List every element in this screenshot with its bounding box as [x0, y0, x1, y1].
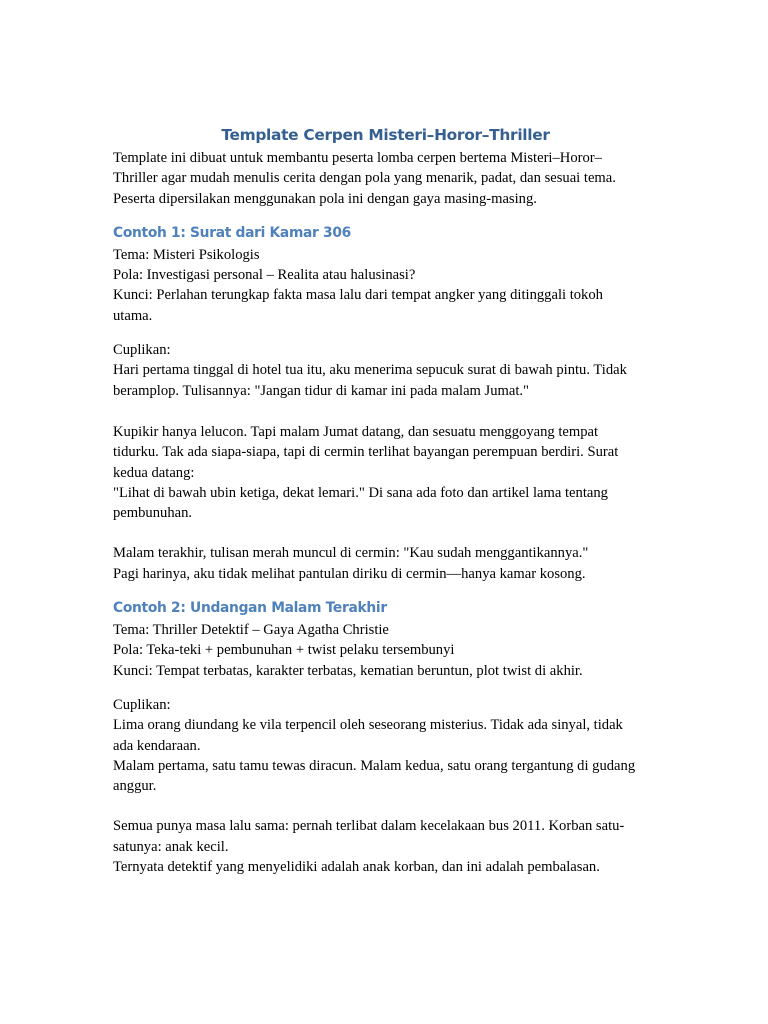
excerpt-line: "Lihat di bawah ubin ketiga, dekat lemari." Di sana ada foto dan artikel lama tentang	[113, 484, 608, 501]
section-2-excerpt-block	[113, 695, 658, 796]
meta-line: Pola: Teka-teki + pembunuhan + twist pelaku tersembunyi	[113, 642, 455, 659]
section-heading-contoh-2: Contoh 2: Undangan Malam Terakhir	[113, 600, 387, 617]
meta-line: Pola: Investigasi personal – Realita atau halusinasi?	[113, 267, 416, 284]
intro-line: Template ini dibuat untuk membantu peserta lomba cerpen bertema Misteri–Horor–	[113, 150, 602, 166]
excerpt-line: Malam terakhir, tulisan merah muncul di cermin: "Kau sudah menggantikannya."	[113, 545, 589, 562]
document-title: Template Cerpen Misteri–Horor–Thriller	[221, 126, 550, 144]
document-page	[113, 125, 658, 877]
section-heading-contoh-1: Contoh 1: Surat dari Kamar 306	[113, 224, 351, 241]
excerpt-line: Pagi harinya, aku tidak melihat pantulan diriku di cermin—hanya kamar kosong.	[113, 565, 586, 582]
meta-line: Kunci: Tempat terbatas, karakter terbatas, kematian beruntun, plot twist di akhir.	[113, 662, 583, 679]
excerpt-line: kedua datang:	[113, 464, 195, 481]
intro-line: Peserta dipersilakan menggunakan pola ini dengan gaya masing-masing.	[113, 190, 537, 207]
excerpt-line: anggur.	[113, 778, 157, 795]
excerpt-line: Ternyata detektif yang menyelidiki adalah anak korban, dan ini adalah pembalasan.	[113, 859, 600, 876]
meta-line: utama.	[113, 307, 153, 324]
paragraph-gap	[113, 401, 658, 422]
section-1-meta	[113, 245, 658, 326]
section-2-meta	[113, 620, 658, 681]
paragraph-gap	[113, 326, 658, 340]
excerpt-line: Semua punya masa lalu sama: pernah terlibat dalam kecelakaan bus 2011. Korban satu-	[113, 818, 625, 835]
excerpt-line: Cuplikan:	[113, 696, 171, 713]
section-1-excerpt-block	[113, 543, 658, 584]
meta-line: Tema: Thriller Detektif – Gaya Agatha Christie	[113, 622, 389, 639]
paragraph-gap	[113, 796, 658, 816]
intro-paragraph	[113, 148, 658, 209]
paragraph-gap	[113, 681, 658, 695]
excerpt-line: Lima orang diundang ke vila terpencil oleh seseorang misterius. Tidak ada sinyal, tidak	[113, 717, 623, 734]
excerpt-line: Kupikir hanya lelucon. Tapi malam Jumat datang, dan sesuatu menggoyang tempat	[113, 423, 599, 440]
meta-line: Kunci: Perlahan terungkap fakta masa lalu dari tempat angker yang ditinggali tokoh	[113, 287, 603, 304]
meta-line: Tema: Misteri Psikologis	[113, 246, 260, 263]
section-1-excerpt-block	[113, 422, 658, 523]
excerpt-line: Cuplikan:	[113, 342, 171, 359]
excerpt-line: Hari pertama tinggal di hotel tua itu, aku menerima sepucuk surat di bawah pintu. Tidak	[113, 362, 627, 379]
excerpt-line: Malam pertama, satu tamu tewas diracun. Malam kedua, satu orang tergantung di gudang	[113, 757, 636, 774]
section-1-excerpt-block	[113, 340, 658, 401]
section-2-excerpt-block	[113, 816, 658, 877]
intro-line: Thriller agar mudah menulis cerita dengan pola yang menarik, padat, dan sesuai tema.	[113, 170, 616, 187]
excerpt-line: tidurku. Tak ada siapa-siapa, tapi di cermin terlihat bayangan perempuan berdiri. Surat	[113, 444, 619, 461]
excerpt-line: ada kendaraan.	[113, 737, 201, 754]
paragraph-gap	[113, 523, 658, 543]
excerpt-line: satunya: anak kecil.	[113, 838, 229, 855]
excerpt-line: beramplop. Tulisannya: "Jangan tidur di kamar ini pada malam Jumat."	[113, 382, 530, 399]
excerpt-line: pembunuhan.	[113, 505, 193, 522]
